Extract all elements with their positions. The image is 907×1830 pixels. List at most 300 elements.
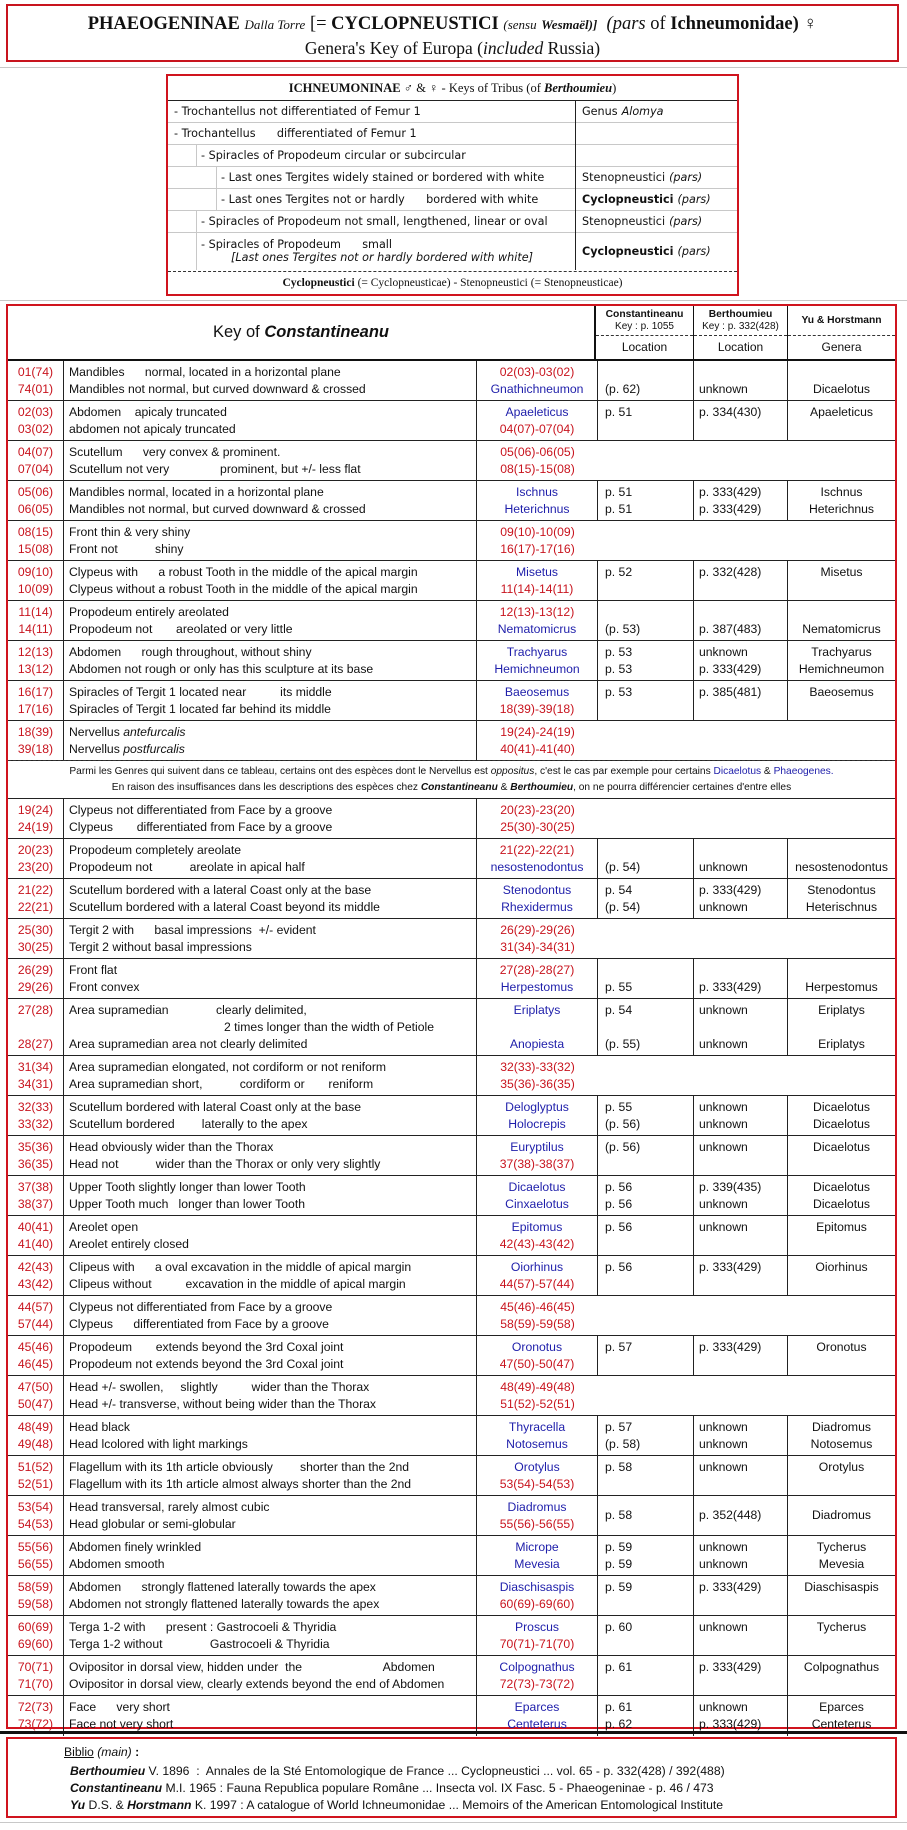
column-label: Location bbox=[621, 340, 668, 354]
tribus-criterion: - Spiracles of Propodeum circular or subcircular bbox=[201, 148, 466, 162]
couplet-link[interactable]: 25(30)-30(25) bbox=[500, 820, 575, 834]
berthoumieu-location-cell bbox=[694, 401, 788, 440]
couplet-description bbox=[64, 959, 477, 998]
yu-horstmann-genus-cell bbox=[788, 1696, 895, 1736]
couplet-link[interactable]: 70(71)-71(70) bbox=[499, 1637, 575, 1651]
berthoumieu-location: p. 352(448) bbox=[699, 1508, 762, 1522]
key-couplet-row bbox=[8, 1256, 895, 1296]
couplet-criterion: Scutellum bordered with lateral Coast only at the base bbox=[69, 1100, 361, 1114]
page-subtitle bbox=[8, 37, 897, 59]
genus-name: Apaeleticus bbox=[505, 405, 569, 419]
yu-horstmann-genus-cell bbox=[788, 561, 895, 600]
berthoumieu-location-cell bbox=[694, 1096, 788, 1135]
couplet-link[interactable]: 18(39)-39(18) bbox=[499, 702, 575, 716]
couplet-number: 69(60) bbox=[17, 1637, 54, 1651]
constantineanu-location: (p. 62) bbox=[605, 382, 641, 396]
couplet-number: 18(39) bbox=[17, 725, 54, 739]
yu-horstmann-genus: Oronotus bbox=[816, 1340, 867, 1354]
couplet-link[interactable]: 35(36)-36(35) bbox=[500, 1077, 575, 1091]
tribus-result-italic: (pars) bbox=[669, 214, 703, 228]
yu-horstmann-genus: nesostenodontus bbox=[795, 860, 888, 874]
constantineanu-location: p. 59 bbox=[605, 1540, 633, 1554]
yu-horstmann-genus-cell bbox=[788, 1216, 895, 1255]
couplet-description bbox=[64, 1456, 477, 1495]
constantineanu-location: p. 55 bbox=[605, 1100, 633, 1114]
note-text: Parmi les Genres qui suivent dans ce tableau, certains ont des espèces dont le Nervellus est bbox=[69, 766, 491, 777]
couplet-number: 72(73) bbox=[17, 1700, 54, 1714]
couplet-number: 01(74) bbox=[17, 365, 54, 379]
berthoumieu-location: unknown bbox=[699, 382, 748, 396]
constantineanu-location-cell bbox=[598, 641, 694, 680]
couplet-result bbox=[477, 681, 598, 720]
genus-name: nesostenodontus bbox=[490, 860, 584, 874]
footer-cyclopneustici: Cyclopneustici bbox=[282, 277, 355, 289]
couplet-numbers bbox=[8, 1056, 64, 1095]
couplet-criterion: Propodeum completely areolate bbox=[69, 843, 242, 857]
column-name: Berthoumieu bbox=[708, 308, 773, 320]
couplet-link[interactable]: 45(46)-46(45) bbox=[500, 1300, 575, 1314]
yu-horstmann-genus: Eriplatys bbox=[818, 1003, 865, 1017]
couplet-number: 74(01) bbox=[17, 382, 54, 396]
couplet-number: 11(14) bbox=[18, 605, 53, 619]
couplet-description bbox=[64, 999, 477, 1055]
yu-horstmann-genus: Colpognathus bbox=[803, 1660, 880, 1674]
yu-horstmann-genus: Diadromus bbox=[812, 1508, 871, 1522]
couplet-link[interactable]: 26(29)-29(26) bbox=[500, 923, 575, 937]
couplet-number: 34(31) bbox=[17, 1077, 54, 1091]
yu-horstmann-genus-cell bbox=[788, 1456, 895, 1495]
constantineanu-location-cell bbox=[598, 1416, 694, 1455]
yu-horstmann-genus: Dicaelotus bbox=[813, 382, 870, 396]
tribus-header bbox=[168, 76, 737, 101]
couplet-number: 28(27) bbox=[17, 1037, 54, 1051]
couplet-description bbox=[64, 1376, 477, 1415]
couplet-number: 54(53) bbox=[17, 1517, 54, 1531]
couplet-result bbox=[477, 401, 598, 440]
couplet-link[interactable]: 09(10)-10(09) bbox=[500, 525, 575, 539]
biblio-text: M.I. 1965 : Fauna Republica populare Române ... Insecta vol. IX Fasc. 5 - Phaeogeninae - p. 46 / 473 bbox=[162, 1781, 714, 1795]
constantineanu-location: p. 51 bbox=[605, 485, 633, 499]
couplet-numbers bbox=[8, 879, 64, 918]
couplet-result bbox=[477, 1336, 598, 1375]
constantineanu-location: p. 59 bbox=[605, 1580, 633, 1594]
couplet-number: 32(33) bbox=[17, 1100, 54, 1114]
yu-horstmann-genus: Oiorhinus bbox=[815, 1260, 868, 1274]
genus-name: Gnathichneumon bbox=[490, 382, 584, 396]
yu-horstmann-genus: Heterischnus bbox=[805, 900, 878, 914]
genus-name: Nematomicrus bbox=[497, 622, 577, 636]
column-sub: Key : p. 1055 bbox=[615, 320, 674, 332]
tribus-paren: ) bbox=[612, 81, 617, 95]
genus-name: Orotylus bbox=[514, 1460, 560, 1474]
constantineanu-location: p. 59 bbox=[605, 1557, 633, 1571]
key-couplet-row bbox=[8, 561, 895, 601]
couplet-criterion: Propodeum not areolated or very little bbox=[69, 622, 293, 636]
key-couplet-row bbox=[8, 799, 895, 839]
couplet-number: 42(43) bbox=[17, 1260, 54, 1274]
constantineanu-location-cell bbox=[598, 1216, 694, 1255]
couplet-description bbox=[64, 799, 477, 838]
couplet-numbers bbox=[8, 1336, 64, 1375]
yu-horstmann-genus-cell bbox=[788, 601, 895, 640]
footer-text: (= Cyclopneusticae) - Stenopneustici (= Stenopneusticae) bbox=[357, 277, 623, 289]
couplet-criterion: Abdomen strongly flattened laterally towards the apex bbox=[69, 1580, 376, 1594]
yu-horstmann-genus-cell bbox=[788, 959, 895, 998]
key-couplet-row bbox=[8, 1456, 895, 1496]
couplet-description bbox=[64, 1496, 477, 1535]
couplet-criterion: Head +/- transverse, without being wider than the Thorax bbox=[69, 1397, 377, 1411]
family-name: Ichneumonidae) bbox=[670, 14, 799, 34]
berthoumieu-location: p. 387(483) bbox=[699, 622, 762, 636]
couplet-link[interactable]: 16(17)-17(16) bbox=[500, 542, 575, 556]
tribus-row bbox=[168, 210, 737, 233]
couplet-criterion: Head black bbox=[69, 1420, 130, 1434]
couplet-result bbox=[477, 601, 598, 640]
berthoumieu-location-cell bbox=[694, 999, 788, 1055]
genus-name: Trachyarus bbox=[506, 645, 568, 659]
couplet-link[interactable]: 21(22)-22(21) bbox=[499, 843, 575, 857]
couplet-link[interactable]: 27(28)-28(27) bbox=[499, 963, 575, 977]
couplet-criterion: Abdomen not strongly flattened laterally towards the apex bbox=[69, 1597, 380, 1611]
key-couplet-row bbox=[8, 999, 895, 1056]
yu-horstmann-genus-cell bbox=[788, 1136, 895, 1175]
couplet-result bbox=[477, 1256, 598, 1295]
berthoumieu-location: unknown bbox=[699, 1100, 748, 1114]
couplet-link[interactable]: 32(33)-33(32) bbox=[500, 1060, 575, 1074]
couplet-criterion: Abdomen not rough or only has this sculpture at its base bbox=[69, 662, 374, 676]
sensu-label: (sensu bbox=[503, 17, 537, 32]
couplet-criterion: Head not wider than the Thorax or only very slightly bbox=[69, 1157, 381, 1171]
couplet-numbers bbox=[8, 1696, 64, 1736]
constantineanu-location-cell bbox=[598, 1336, 694, 1375]
couplet-link[interactable]: 42(43)-43(42) bbox=[499, 1237, 575, 1251]
genus-name: Oronotus bbox=[511, 1340, 563, 1354]
couplet-link[interactable]: 02(03)-03(02) bbox=[499, 365, 575, 379]
yu-horstmann-genus: Eparces bbox=[819, 1700, 864, 1714]
couplet-number: 71(70) bbox=[17, 1677, 54, 1691]
couplet-description bbox=[64, 1256, 477, 1295]
couplet-result bbox=[477, 1416, 598, 1455]
yu-horstmann-genus-cell bbox=[788, 999, 895, 1055]
key-table-header bbox=[8, 306, 895, 361]
constantineanu-location: (p. 53) bbox=[605, 622, 641, 636]
constantineanu-location: p. 54 bbox=[605, 883, 633, 897]
constantineanu-location: p. 62 bbox=[605, 1717, 633, 1731]
couplet-result bbox=[477, 1576, 598, 1615]
tribus-row bbox=[168, 144, 737, 167]
couplet-number: 48(49) bbox=[17, 1420, 54, 1434]
couplet-number: 51(52) bbox=[17, 1460, 54, 1474]
key-couplet-row bbox=[8, 1496, 895, 1536]
note-amp: & bbox=[497, 782, 511, 793]
couplet-number: 43(42) bbox=[17, 1277, 54, 1291]
constantineanu-location: p. 53 bbox=[605, 685, 633, 699]
key-couplet-row bbox=[8, 1416, 895, 1456]
couplet-number: 24(19) bbox=[17, 820, 54, 834]
couplet-number: 55(56) bbox=[17, 1540, 54, 1554]
couplet-numbers bbox=[8, 361, 64, 400]
couplet-result bbox=[477, 1656, 598, 1695]
key-couplet-row bbox=[8, 1096, 895, 1136]
couplet-link[interactable]: 40(41)-41(40) bbox=[500, 742, 575, 756]
couplet-link[interactable]: 05(06)-06(05) bbox=[500, 445, 575, 459]
couplet-link[interactable]: 08(15)-15(08) bbox=[500, 462, 575, 476]
couplet-link[interactable]: 11(14)-14(11) bbox=[500, 582, 574, 596]
tribus-subfamily: ICHNEUMONINAE bbox=[288, 81, 401, 95]
genus-name: Ischnus bbox=[515, 485, 558, 499]
berthoumieu-location: p. 333(429) bbox=[699, 485, 762, 499]
genera-key-table bbox=[6, 304, 897, 1729]
couplet-result bbox=[477, 441, 598, 480]
tribus-result bbox=[575, 144, 737, 166]
couplet-criterion: Scutellum very convex & prominent. bbox=[69, 445, 281, 459]
couplet-number: 09(10) bbox=[17, 565, 54, 579]
constantineanu-location-cell bbox=[598, 1496, 694, 1535]
genus-name: Notosemus bbox=[506, 1437, 568, 1451]
subtitle-included: included bbox=[482, 38, 544, 58]
yu-horstmann-genus-cell bbox=[788, 1576, 895, 1615]
tribus-result-italic: (pars) bbox=[669, 170, 703, 184]
key-couplet-row bbox=[8, 1536, 895, 1576]
yu-horstmann-genus: Diadromus bbox=[812, 1420, 871, 1434]
couplet-link[interactable]: 55(56)-56(55) bbox=[499, 1517, 575, 1531]
couplet-numbers bbox=[8, 1496, 64, 1535]
biblio-author: Horstmann bbox=[127, 1798, 192, 1812]
couplet-criterion: Area supramedian area not clearly delimited bbox=[69, 1037, 308, 1051]
key-couplet-row bbox=[8, 641, 895, 681]
divider bbox=[0, 67, 907, 68]
constantineanu-location: p. 52 bbox=[605, 565, 633, 579]
couplet-link[interactable]: 60(69)-69(60) bbox=[499, 1597, 575, 1611]
constantineanu-location-cell bbox=[598, 959, 694, 998]
couplet-criterion: Ovipositor in dorsal view, clearly extends beyond the end of Abdomen bbox=[69, 1677, 445, 1691]
couplet-link[interactable]: 53(54)-54(53) bbox=[499, 1477, 575, 1491]
constantineanu-location: p. 53 bbox=[605, 645, 633, 659]
tribus-result-italic: (pars) bbox=[677, 192, 711, 206]
couplet-link[interactable]: 51(52)-52(51) bbox=[500, 1397, 575, 1411]
constantineanu-location: (p. 54) bbox=[605, 860, 641, 874]
couplet-criterion: Abdomen smooth bbox=[69, 1557, 165, 1571]
couplet-criterion: Propodeum extends beyond the 3rd Coxal joint bbox=[69, 1340, 344, 1354]
female-symbol-icon: ♀ bbox=[803, 14, 818, 34]
constantineanu-location: p. 57 bbox=[605, 1340, 633, 1354]
couplet-link[interactable]: 04(07)-07(04) bbox=[499, 422, 575, 436]
couplet-criterion: Terga 1-2 with present : Gastrocoeli & Thyridia bbox=[69, 1620, 337, 1634]
couplet-number: 06(05) bbox=[17, 502, 54, 516]
couplet-numbers bbox=[8, 1416, 64, 1455]
couplet-link[interactable]: 58(59)-59(58) bbox=[500, 1317, 575, 1331]
subtitle-prefix: Genera's Key of Europa ( bbox=[304, 38, 483, 58]
key-title-prefix: Key of bbox=[212, 323, 260, 341]
couplet-number: 41(40) bbox=[17, 1237, 54, 1251]
genus-name: Heterichnus bbox=[504, 502, 570, 516]
couplet-criterion-continued: 2 times longer than the width of Petiole bbox=[224, 1020, 435, 1034]
couplet-number: 21(22) bbox=[17, 883, 54, 897]
couplet-numbers bbox=[8, 1576, 64, 1615]
couplet-numbers bbox=[8, 641, 64, 680]
couplet-number: 59(58) bbox=[17, 1597, 54, 1611]
couplet-link[interactable]: 12(13)-13(12) bbox=[499, 605, 575, 619]
constantineanu-location-cell bbox=[598, 1456, 694, 1495]
pars-label: (pars bbox=[606, 14, 646, 34]
key-couplet-row bbox=[8, 521, 895, 561]
couplet-criterion: Propodeum entirely areolated bbox=[69, 605, 229, 619]
genus-name: Eriplatys bbox=[513, 1003, 561, 1017]
tribus-row-text bbox=[216, 188, 538, 210]
constantineanu-location: p. 56 bbox=[605, 1260, 633, 1274]
couplet-result bbox=[477, 919, 598, 958]
couplet-criterion: Front not shiny bbox=[69, 542, 184, 556]
column-header-berthoumieu bbox=[694, 306, 788, 359]
key-title bbox=[8, 306, 596, 359]
couplet-link[interactable]: 72(73)-73(72) bbox=[499, 1677, 575, 1691]
couplet-criterion: Mandibles normal, located in a horizontal plane bbox=[69, 365, 341, 379]
yu-horstmann-genus: Apaeleticus bbox=[809, 405, 873, 419]
key-couplet-row bbox=[8, 481, 895, 521]
couplet-link[interactable]: 37(38)-38(37) bbox=[499, 1157, 575, 1171]
couplet-result bbox=[477, 1296, 598, 1335]
yu-horstmann-genus-cell bbox=[788, 361, 895, 400]
couplet-description bbox=[64, 561, 477, 600]
couplet-criterion: Front convex bbox=[69, 980, 140, 994]
berthoumieu-location-cell bbox=[694, 839, 788, 878]
couplet-result bbox=[477, 839, 598, 878]
key-couplet-row bbox=[8, 1176, 895, 1216]
yu-horstmann-genus: Dicaelotus bbox=[813, 1117, 870, 1131]
berthoumieu-location-cell bbox=[694, 1216, 788, 1255]
couplet-link[interactable]: 48(49)-49(48) bbox=[500, 1380, 575, 1394]
berthoumieu-location-cell bbox=[694, 681, 788, 720]
couplet-result bbox=[477, 1216, 598, 1255]
couplet-numbers bbox=[8, 1256, 64, 1295]
berthoumieu-location: unknown bbox=[699, 1197, 748, 1211]
berthoumieu-location: p. 334(430) bbox=[699, 405, 762, 419]
note-author: Constantineanu bbox=[420, 782, 498, 793]
key-note bbox=[8, 760, 895, 799]
genus-name: Hemichneumon bbox=[494, 662, 580, 676]
tribus-criterion: - Trochantellus differentiated of Femur 1 bbox=[174, 126, 417, 140]
couplet-link[interactable]: 44(57)-57(44) bbox=[499, 1277, 575, 1291]
berthoumieu-location-cell bbox=[694, 879, 788, 918]
couplet-link[interactable]: 19(24)-24(19) bbox=[500, 725, 575, 739]
genus-name: Epitomus bbox=[511, 1220, 563, 1234]
couplet-number: 03(02) bbox=[17, 422, 54, 436]
constantineanu-location: p. 53 bbox=[605, 662, 633, 676]
constantineanu-location-cell bbox=[598, 681, 694, 720]
couplet-link[interactable]: 31(34)-34(31) bbox=[500, 940, 575, 954]
tribus-subcriterion: [Last ones Tergites not or hardly bordered with white] bbox=[231, 251, 533, 264]
couplet-criterion: Head globular or semi-globular bbox=[69, 1517, 236, 1531]
couplet-description bbox=[64, 721, 477, 760]
yu-horstmann-genus: Mevesia bbox=[818, 1557, 865, 1571]
couplet-number: 12(13) bbox=[17, 645, 54, 659]
key-couplet-row bbox=[8, 721, 895, 761]
constantineanu-location-cell bbox=[598, 1696, 694, 1736]
couplet-criterion: Areolet entirely closed bbox=[69, 1237, 189, 1251]
couplet-numbers bbox=[8, 681, 64, 720]
key-couplet-row bbox=[8, 1376, 895, 1416]
couplet-numbers bbox=[8, 721, 64, 760]
genus-name: Thyracella bbox=[508, 1420, 566, 1434]
sensu-author: Wesmaël)] bbox=[541, 17, 598, 32]
couplet-result bbox=[477, 959, 598, 998]
couplet-result bbox=[477, 999, 598, 1055]
biblio-heading bbox=[64, 1745, 139, 1759]
couplet-criterion: Propodeum not extends beyond the 3rd Coxal joint bbox=[69, 1357, 344, 1371]
genus-name: Euryptilus bbox=[510, 1140, 564, 1154]
constantineanu-location: (p. 58) bbox=[605, 1437, 641, 1451]
biblio-text: V. 1896 : Annales de la Sté Entomologique de France ... Cyclopneustici ... vol. 65 - p. 332(428) / 392(488) bbox=[145, 1764, 725, 1778]
subtitle-suffix: Russia) bbox=[547, 38, 601, 58]
couplet-numbers bbox=[8, 561, 64, 600]
berthoumieu-location: p. 333(429) bbox=[699, 662, 762, 676]
couplet-link[interactable]: 20(23)-23(20) bbox=[500, 803, 575, 817]
berthoumieu-location: unknown bbox=[699, 1620, 748, 1634]
constantineanu-location: p. 58 bbox=[605, 1508, 633, 1522]
couplet-description bbox=[64, 481, 477, 520]
couplet-description bbox=[64, 919, 477, 958]
key-couplet-row bbox=[8, 1696, 895, 1736]
key-couplet-row bbox=[8, 681, 895, 721]
berthoumieu-location: unknown bbox=[699, 1460, 748, 1474]
yu-horstmann-genus-cell bbox=[788, 879, 895, 918]
couplet-criterion: Mandibles not normal, but curved downward & crossed bbox=[69, 502, 366, 516]
genus-name: Misetus bbox=[516, 565, 558, 579]
couplet-numbers bbox=[8, 799, 64, 838]
couplet-number: 31(34) bbox=[17, 1060, 54, 1074]
yu-horstmann-genus-cell bbox=[788, 641, 895, 680]
tribus-criterion: - Spiracles of Propodeum small bbox=[201, 238, 393, 251]
couplet-criterion: Face very short bbox=[69, 1700, 170, 1714]
couplet-criterion: Scutellum not very prominent, but +/- less flat bbox=[69, 462, 361, 476]
note-author: Berthoumieu bbox=[510, 782, 574, 793]
note-text: , c'est le cas par exemple pour certains bbox=[534, 766, 714, 777]
couplet-number: 02(03) bbox=[17, 405, 54, 419]
tribus-row bbox=[168, 100, 737, 123]
biblio-reference bbox=[70, 1764, 725, 1778]
yu-horstmann-genus-cell bbox=[788, 1616, 895, 1655]
constantineanu-location: (p. 55) bbox=[605, 1037, 641, 1051]
couplet-criterion: Clipeus without excavation in the middle of apical margin bbox=[69, 1277, 406, 1291]
tribus-footer bbox=[168, 271, 737, 294]
couplet-link[interactable]: 47(50)-50(47) bbox=[499, 1357, 575, 1371]
tribus-result bbox=[575, 166, 737, 188]
berthoumieu-location: p. 333(429) bbox=[699, 1260, 762, 1274]
yu-horstmann-genus: Epitomus bbox=[816, 1220, 867, 1234]
constantineanu-location: p. 56 bbox=[605, 1180, 633, 1194]
tribus-row bbox=[168, 188, 737, 211]
berthoumieu-location-cell bbox=[694, 1536, 788, 1575]
yu-horstmann-genus: Diaschisaspis bbox=[804, 1580, 879, 1594]
key-couplet-row bbox=[8, 361, 895, 401]
tribus-result-text: Genus bbox=[582, 104, 618, 118]
genus-name: Micrope bbox=[515, 1540, 559, 1554]
couplet-criterion: Head +/- swollen, slightly wider than the Thorax bbox=[69, 1380, 370, 1394]
biblio-colon: : bbox=[135, 1745, 140, 1759]
couplet-result bbox=[477, 1376, 598, 1415]
constantineanu-location: p. 55 bbox=[605, 980, 633, 994]
couplet-number: 26(29) bbox=[17, 963, 54, 977]
couplet-result bbox=[477, 1696, 598, 1736]
berthoumieu-location: p. 332(428) bbox=[699, 565, 762, 579]
column-name: Yu & Horstmann bbox=[801, 314, 882, 326]
couplet-number: 46(45) bbox=[17, 1357, 54, 1371]
column-header-yu-horstmann bbox=[788, 306, 895, 359]
key-couplet-row bbox=[8, 1056, 895, 1096]
couplet-description bbox=[64, 1136, 477, 1175]
couplet-number: 29(26) bbox=[17, 980, 54, 994]
couplet-description bbox=[64, 1616, 477, 1655]
